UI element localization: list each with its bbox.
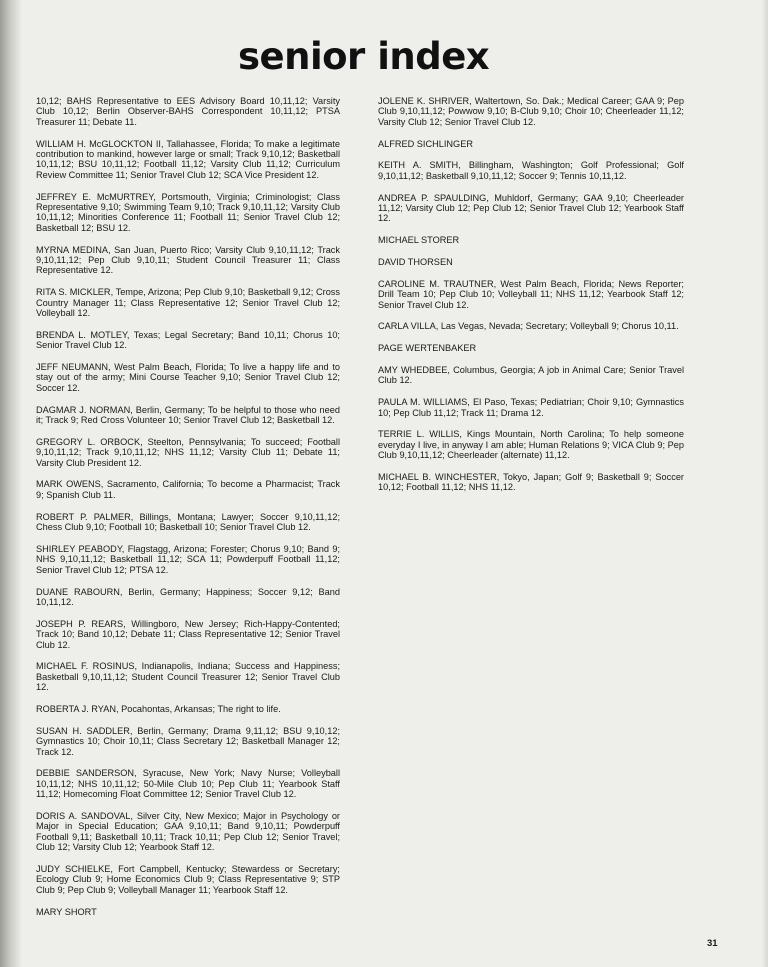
index-entry: TERRIE L. WILLIS, Kings Mountain, North Carolina; To help someone everyday I live, in anyway I am able; Human Relations 9; VICA Club 9; Pep Club 9,10,11,12; Cheerleader (alternate) 11,12. bbox=[378, 429, 684, 461]
page-number: 31 bbox=[707, 938, 718, 949]
right-column bbox=[378, 96, 684, 504]
index-entry: DAGMAR J. NORMAN, Berlin, Germany; To be helpful to those who need it; Track 9; Red Cross Volunteer 10; Senior Travel Club 12; Basketball 12. bbox=[36, 404, 340, 426]
index-entry: MICHAEL STORER bbox=[378, 235, 460, 246]
index-entry: JEFFREY E. McMURTREY, Portsmouth, Virginia; Criminologist; Class Representative 9,10; Swimming Team 9,10; Track 9,10,11,12; Varsity Club 10,11,12; Minorities Conference 11; Football 11; Senior Travel Club 12; Basketball 12; BSU 12. bbox=[36, 191, 340, 233]
index-entry: JOSEPH P. REARS, Willingboro, New Jersey; Rich-Happy-Contented; Track 10; Band 10,12; Debate 11; Class Representative 12; Senior Travel Club 12. bbox=[36, 618, 340, 650]
index-entry: MARK OWENS, Sacramento, California; To become a Pharmacist; Track 9; Spanish Club 11. bbox=[36, 479, 340, 500]
index-entry: KEITH A. SMITH, Billingham, Washington; Golf Professional; Golf 9,10,11,12; Basketball 9,10,11,12; Soccer 9; Tennis 10,11,12. bbox=[378, 160, 684, 181]
index-entry: MICHAEL B. WINCHESTER, Tokyo, Japan; Golf 9; Basketball 9; Soccer 10,12; Football 11,12; NHS 11,12. bbox=[378, 472, 684, 493]
index-entry: PAULA M. WILLIAMS, El Paso, Texas; Pediatrian; Choir 9,10; Gymnastics 10; Pep Club 11,12; Track 11; Drama 12. bbox=[378, 397, 684, 418]
index-entry: DUANE RABOURN, Berlin, Germany; Happiness; Soccer 9,12; Band 10,11,12. bbox=[36, 586, 340, 607]
index-entry: JUDY SCHIELKE, Fort Campbell, Kentucky; Stewardess or Secretary; Ecology Club 9; Home Economics Club 9; Class Representative 9; STP Club 9; Pep Club 9; Volleyball Manager 11; Yearbook Staff 12. bbox=[36, 863, 340, 895]
index-entry: 10,12; BAHS Representative to EES Advisory Board 10,11,12; Varsity Club 10,12; Berlin Observer-BAHS Correspondent 10,11,12; PTSA Treasurer 11; Debate 11. bbox=[36, 96, 340, 127]
index-entry: DEBBIE SANDERSON, Syracuse, New York; Navy Nurse; Volleyball 10,11,12; NHS 10,11,12; 50-Mile Club 10; Pep Club 11; Yearbook Staff 11,12; Homecoming Float Committee 12; Senior Travel Club 12. bbox=[36, 768, 340, 800]
index-entry: AMY WHEDBEE, Columbus, Georgia; A job in Animal Care; Senior Travel Club 12. bbox=[378, 365, 684, 386]
index-entry: WILLIAM H. McGLOCKTON II, Tallahassee, Florida; To make a legitimate contribution to mankind, however large or small; Track 9,10,12; Basketball 10,11,12; BSU 10,11,12; Football 11,12; Varsity Club 11,12; Curriculum Review Committee 11; Senior Travel Club 12; SCA Vice President 12. bbox=[36, 138, 340, 180]
index-entry: ANDREA P. SPAULDING, Muhldorf, Germany; GAA 9,10; Cheerleader 11,12; Varsity Club 12; Pep Club 12; Senior Travel Club 12; Yearbook Staff 12. bbox=[378, 192, 684, 224]
binding-shadow bbox=[0, 0, 22, 967]
index-entry: GREGORY L. ORBOCK, Steelton, Pennsylvania; To succeed; Football 9,10,11,12; Track 9,10,11,12; NHS 11,12; Varsity Club 11; Debate 11; Varsity Club President 12. bbox=[36, 436, 340, 468]
index-entry: RITA S. MICKLER, Tempe, Arizona; Pep Club 9,10; Basketball 9,12; Cross Country Manager 11; Class Representative 12; Senior Travel Club 12; Volleyball 12. bbox=[36, 287, 340, 319]
index-entry: PAGE WERTENBAKER bbox=[378, 343, 477, 354]
index-entry: ROBERT P. PALMER, Billings, Montana; Lawyer; Soccer 9,10,11,12; Chess Club 9,10; Football 10; Basketball 10; Senior Travel Club 12. bbox=[36, 511, 340, 533]
index-entry: MARY SHORT bbox=[36, 906, 97, 917]
index-entry: SHIRLEY PEABODY, Flagstagg, Arizona; Forester; Chorus 9,10; Band 9; NHS 9,10,11,12; Basketball 11,12; SCA 11; Powderpuff Football 11,12; Senior Travel Club 12; PTSA 12. bbox=[36, 543, 340, 575]
index-entry: DAVID THORSEN bbox=[378, 257, 453, 268]
index-entry: JEFF NEUMANN, West Palm Beach, Florida; To live a happy life and to stay out of the army; Mini Course Teacher 9,10; Senior Travel Club 12; Soccer 12. bbox=[36, 362, 340, 393]
index-entry: CAROLINE M. TRAUTNER, West Palm Beach, Florida; News Reporter; Drill Team 10; Pep Club 10; Volleyball 11; NHS 11,12; Yearbook Staff 12; Senior Travel Club 12. bbox=[378, 278, 684, 310]
index-entry: MICHAEL F. ROSINUS, Indianapolis, Indiana; Success and Happiness; Basketball 9,10,11,12; Student Council Treasurer 12; Senior Travel Club 12. bbox=[36, 661, 340, 693]
left-column bbox=[36, 96, 340, 928]
page-edge bbox=[762, 0, 768, 967]
index-entry: CARLA VILLA, Las Vegas, Nevada; Secretary; Volleyball 9; Chorus 10,11. bbox=[378, 321, 679, 332]
index-entry: BRENDA L. MOTLEY, Texas; Legal Secretary; Band 10,11; Chorus 10; Senior Travel Club 12. bbox=[36, 329, 340, 351]
index-entry: SUSAN H. SADDLER, Berlin, Germany; Drama 9,11,12; BSU 9,10,12; Gymnastics 10; Choir 10,11; Class Secretary 12; Basketball Manager 12; Track 12. bbox=[36, 725, 340, 757]
index-entry: ROBERTA J. RYAN, Pocahontas, Arkansas; The right to life. bbox=[36, 703, 281, 714]
index-entry: MYRNA MEDINA, San Juan, Puerto Rico; Varsity Club 9,10,11,12; Track 9,10,11,12; Pep Club 9,10,11; Student Council Treasurer 11; Class Representative 12. bbox=[36, 244, 340, 276]
index-entry: DORIS A. SANDOVAL, Silver City, New Mexico; Major in Psychology or Major in Special Education; GAA 9,10,11; Band 9,10,11; Powderpuff Football 9,11; Basketball 10,11; Track 10,11; Pep Club 12; Senior Travel; Club 12; Varsity Club 12; Yearbook Staff 12. bbox=[36, 810, 340, 853]
page-title: senior index bbox=[238, 35, 490, 78]
index-entry: JOLENE K. SHRIVER, Waltertown, So. Dak.; Medical Career; GAA 9; Pep Club 9,10,11,12; Powwow 9,10; B-Club 9,10; Choir 10; Cheerleader 11,12; Varsity Club 12; Senior Travel Club 12. bbox=[378, 96, 684, 127]
index-entry: ALFRED SICHLINGER bbox=[378, 138, 473, 149]
